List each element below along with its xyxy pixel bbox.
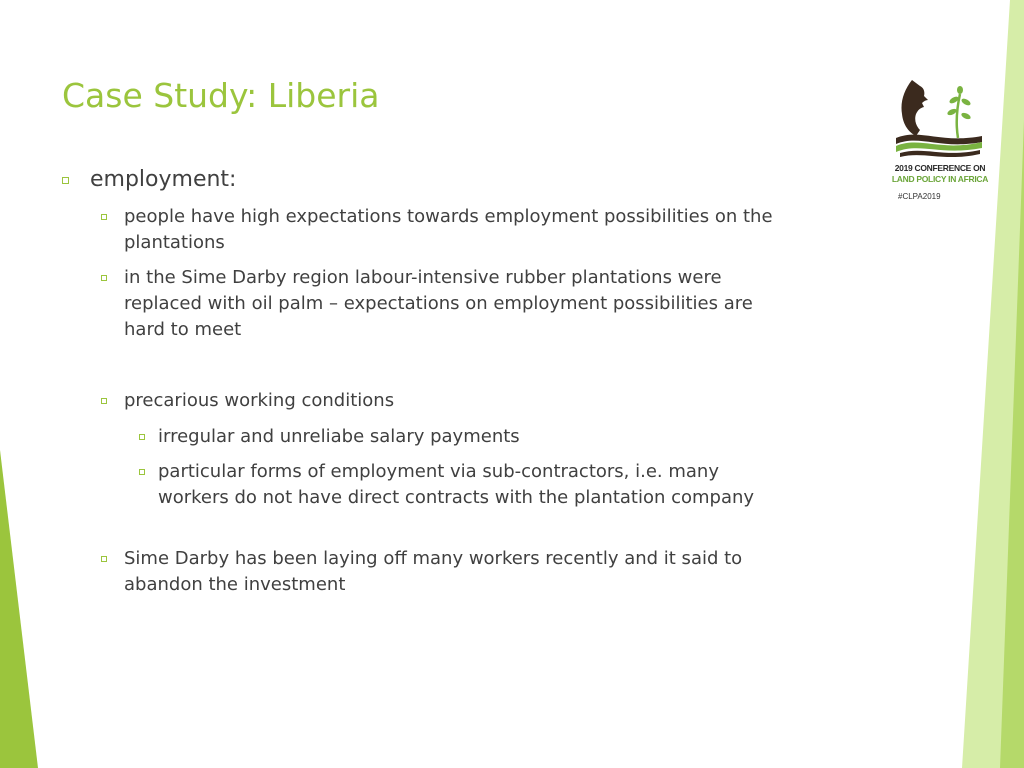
conference-logo: [890, 76, 1000, 206]
bullet-salary-payments: [158, 424, 778, 450]
bullet-laying-off: [124, 546, 784, 598]
bullet-marker: [139, 434, 145, 440]
bullet-precarious-conditions: [124, 388, 784, 414]
bullet-marker: [101, 556, 107, 562]
face-silhouette-icon: [901, 80, 928, 136]
left-green-sliver: [0, 450, 38, 768]
bullet-sime-darby-region: [124, 265, 784, 343]
bullet-marker: [101, 398, 107, 404]
bullet-employment: [90, 167, 770, 193]
bullet-marker: [62, 177, 69, 184]
logo-line-1: 2019 CONFERENCE ON: [894, 163, 986, 173]
bullet-text: people have high expectations towards employment possibilities on the plantations: [124, 206, 773, 253]
bullet-text: employment:: [90, 167, 237, 192]
bullet-marker: [139, 469, 145, 475]
bullet-marker: [101, 214, 107, 220]
bullet-text: Sime Darby has been laying off many workers recently and it said to abandon the investment: [124, 548, 743, 595]
logo-line-2: LAND POLICY IN AFRICA: [891, 174, 989, 184]
bullet-text: irregular and unreliabe salary payments: [158, 426, 520, 447]
slide-title: Case Study: Liberia: [62, 76, 380, 115]
conference-logo-emblem: [890, 76, 990, 162]
bullet-text: in the Sime Darby region labour-intensive rubber plantations were replaced with oil palm – expectations on employment possibilities are hard to meet: [124, 267, 753, 340]
bullet-text: precarious working conditions: [124, 390, 395, 411]
bullet-marker: [101, 275, 107, 281]
bullet-high-expectations: [124, 204, 784, 256]
logo-hashtag: #CLPA2019: [898, 192, 941, 201]
bullet-text: particular forms of employment via sub-contractors, i.e. many workers do not have direct contracts with the plantation company: [158, 461, 755, 508]
land-wave: [900, 150, 980, 157]
bullet-sub-contractors: [158, 459, 778, 511]
